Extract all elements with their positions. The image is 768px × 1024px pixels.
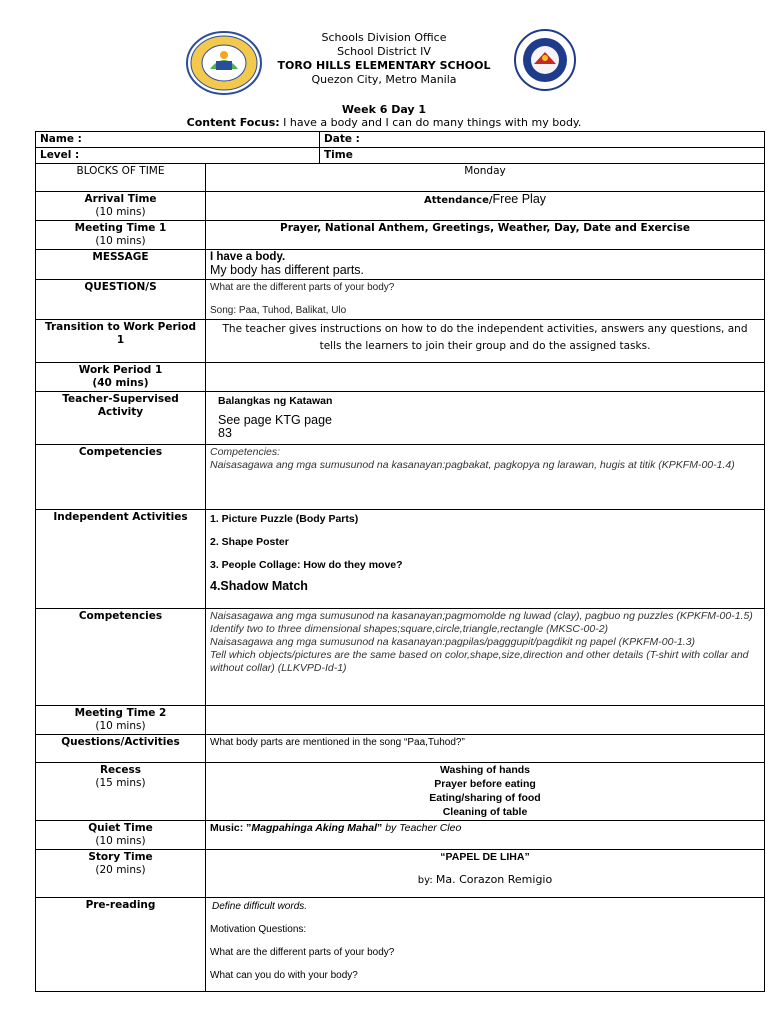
independent-content <box>206 510 765 609</box>
prereading-line-2: Motivation Questions: <box>210 924 307 935</box>
monday-header: Monday <box>206 164 765 192</box>
story-duration: (20 mins) <box>95 864 146 876</box>
lesson-plan-table <box>35 131 765 992</box>
story-author: Ma. Corazon Remigio <box>435 873 553 886</box>
time-field[interactable]: Time <box>320 148 765 164</box>
song-title: Magpahinga Aking Mahal <box>251 822 378 834</box>
story-by: by: <box>417 875 436 886</box>
work1-content <box>206 363 765 392</box>
content-focus-text: I have a body and I can do many things with my body. <box>279 116 582 129</box>
arrival-time-label <box>36 192 206 221</box>
meeting1-duration: (10 mins) <box>95 235 146 247</box>
meeting1-content: Prayer, National Anthem, Greetings, Weather, Day, Date and Exercise <box>206 221 765 250</box>
content-focus-label: Content Focus: <box>186 116 280 129</box>
independent-activities-label: Independent Activities <box>36 510 206 609</box>
quiet-content <box>206 821 765 850</box>
teacher-supervised-label: Teacher-Supervised Activity <box>36 392 206 445</box>
date-field[interactable]: Date : <box>320 132 765 148</box>
competencies-label-1: Competencies <box>36 445 206 510</box>
story-title-label: Story Time <box>88 851 153 863</box>
recess-line-1: Washing of hands <box>439 764 531 776</box>
activity-4: 4.Shadow Match <box>210 579 308 593</box>
prereading-line-3: What are the different parts of your body? <box>210 947 395 958</box>
activity-2: 2. Shape Poster <box>210 536 289 548</box>
supervised-title: Balangkas ng Katawan <box>218 395 333 407</box>
blocks-of-time-header: BLOCKS OF TIME <box>36 164 206 192</box>
arrival-duration: (10 mins) <box>95 206 146 218</box>
competency-4: Tell which objects/pictures are the same based on color,shape,size,direction and other details (T-shirt with collar and without collar) (LLKVPD-Id-1) <box>210 649 749 674</box>
prereading-content <box>206 898 765 992</box>
arrival-label: Arrival Time <box>84 193 157 205</box>
recess-line-3: Eating/sharing of food <box>429 792 541 804</box>
quiet-title: Quiet Time <box>88 822 153 834</box>
activity-1: 1. Picture Puzzle (Body Parts) <box>210 513 359 525</box>
quiet-duration: (10 mins) <box>95 835 146 847</box>
competencies1-line-1: Competencies: <box>210 446 281 458</box>
questions-activities-label: Questions/Activities <box>36 735 206 763</box>
message-line-2: My body has different parts. <box>210 263 365 277</box>
activity-3: 3. People Collage: How do they move? <box>210 559 403 571</box>
meeting2-content <box>206 706 765 735</box>
message-label: MESSAGE <box>36 250 206 280</box>
recess-duration: (15 mins) <box>95 777 146 789</box>
recess-content <box>206 763 765 821</box>
supervised-line-1: See page KTG page <box>218 413 332 427</box>
competency-3: Naisasagawa ang mga sumusunod na kasanayan:pagpilas/pagggupit/pagdikit ng papel (KPKFM-00-1.3) <box>210 636 696 648</box>
meeting2-label: Meeting Time 2 <box>74 707 167 719</box>
week-title: Week 6 Day 1 <box>341 103 427 116</box>
meeting-time-2-label <box>36 706 206 735</box>
free-play-text: Free Play <box>492 192 547 206</box>
pre-reading-label: Pre-reading <box>36 898 206 992</box>
questions-label: QUESTION/S <box>36 280 206 320</box>
story-content <box>206 850 765 898</box>
recess-label <box>36 763 206 821</box>
supervised-line-2: 83 <box>218 426 232 440</box>
meeting2-duration: (10 mins) <box>95 720 146 732</box>
quiet-time-label <box>36 821 206 850</box>
recess-line-4: Cleaning of table <box>442 806 528 818</box>
song-line: Song: Paa, Tuhod, Balikat, Ulo <box>210 305 347 316</box>
meeting-time-1-label <box>36 221 206 250</box>
arrival-content <box>206 192 765 221</box>
questions-content <box>206 280 765 320</box>
district-line: School District IV <box>337 45 431 58</box>
competencies1-content <box>206 445 765 510</box>
story-title: “PAPEL DE LIHA” <box>440 851 530 863</box>
transition-content: The teacher gives instructions on how to do the independent activities, answers any questions, and tells the learners to join their group and do the assigned tasks. <box>206 320 765 363</box>
story-time-label <box>36 850 206 898</box>
questions-line-1: What are the different parts of your body? <box>210 282 395 293</box>
work1-duration: (40 mins) <box>92 377 149 389</box>
competency-2: Identify two to three dimensional shapes;square,circle,triangle,rectangle (MKSC-00-2) <box>210 623 609 635</box>
song-author: by Teacher Cleo <box>382 822 462 834</box>
prereading-line-4: What can you do with your body? <box>210 970 358 981</box>
city-line: Quezon City, Metro Manila <box>311 73 457 86</box>
message-content <box>206 250 765 280</box>
competencies1-line-2: Naisasagawa ang mga sumusunod na kasanayan:pagbakat, pagkopya ng larawan, hugis at titik (KPKFM-00-1.4) <box>210 459 735 471</box>
message-line-1: I have a body. <box>210 251 286 263</box>
recess-title: Recess <box>99 764 142 776</box>
competency-1: Naisasagawa ang mga sumusunod na kasanayan;pagmomolde ng luwad (clay), pagbuo ng puzzles (KPKFM-00-1.5) <box>210 610 753 622</box>
prereading-line-1: Define difficult words. <box>212 901 308 912</box>
meeting1-label: Meeting Time 1 <box>74 222 167 234</box>
music-label: Music: ” <box>210 822 252 834</box>
transition-label: Transition to Work Period 1 <box>36 320 206 363</box>
office-line: Schools Division Office <box>321 31 447 44</box>
competencies2-content <box>206 609 765 706</box>
qa-content: What body parts are mentioned in the song “Paa,Tuhod?” <box>206 735 765 763</box>
supervised-content <box>206 392 765 445</box>
work-period-1-label <box>36 363 206 392</box>
work1-label: Work Period 1 <box>78 364 163 376</box>
competencies-label-2: Competencies <box>36 609 206 706</box>
song-close-quote: ” <box>377 822 383 834</box>
recess-line-2: Prayer before eating <box>434 778 536 790</box>
story-author-line <box>210 873 760 887</box>
level-field[interactable]: Level : <box>36 148 320 164</box>
school-name: TORO HILLS ELEMENTARY SCHOOL <box>277 59 491 72</box>
attendance-text: Attendance/ <box>423 195 493 206</box>
name-field[interactable]: Name : <box>36 132 320 148</box>
content-focus <box>0 116 768 130</box>
